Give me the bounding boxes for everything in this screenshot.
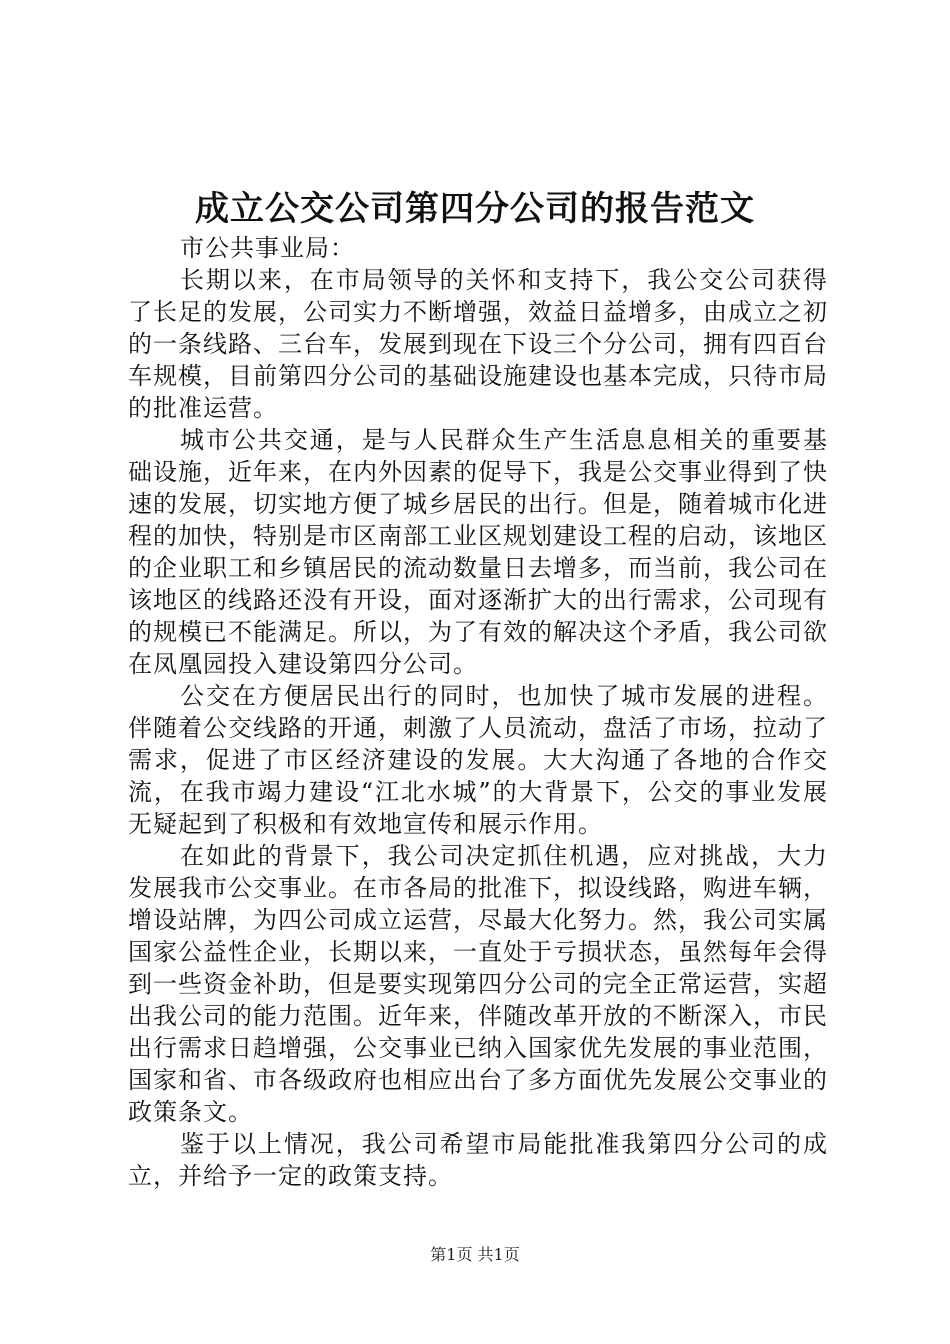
document-title: 成立公交公司第四分公司的报告范文	[195, 189, 755, 229]
paragraph-4: 在如此的背景下，我公司决定抓住机遇，应对挑战，大力发展我市公交事业。在市各局的批准下，拟设线路，购进车辆，增设站牌，为四公司成立运营，尽最大化努力。然，我公司实属国家公益性企业，长期以来，一直处于亏损状态，虽然每年会得到一些资金补助，但是要实现第四分公司的完全正常运营，实超出我公司的能力范围。近年来，伴随改革开放的不断深入，市民出行需求日趋增强，公交事业已纳入国家优先发展的事业范围，国家和省、市各级政府也相应出台了多方面优先发展公交事业的政策条文。	[128, 842, 828, 1126]
paragraph-1: 长期以来，在市局领导的关怀和支持下，我公交公司获得了长足的发展，公司实力不断增强，效益日益增多，由成立之初的一条线路、三台车，发展到现在下设三个分公司，拥有四百台车规模，目前第四分公司的基础设施建设也基本完成，只待市局的批准运营。	[128, 266, 828, 422]
paragraph-5: 鉴于以上情况，我公司希望市局能批准我第四分公司的成立，并给予一定的政策支持。	[128, 1130, 828, 1190]
page-footer: 第1页 共1页	[430, 1245, 520, 1264]
salutation: 市公共事业局：	[180, 234, 355, 262]
document-body	[128, 232, 828, 1192]
paragraph-3: 公交在方便居民出行的同时，也加快了城市发展的进程。伴随着公交线路的开通，刺激了人员流动，盘活了市场，拉动了需求，促进了市区经济建设的发展。大大沟通了各地的合作交流，在我市竭力建设“江北水城”的大背景下，公交的事业发展无疑起到了积极和有效地宣传和展示作用。	[128, 682, 828, 838]
paragraph-2: 城市公共交通，是与人民群众生产生活息息相关的重要基础设施，近年来，在内外因素的促导下，我是公交事业得到了快速的发展，切实地方便了城乡居民的出行。但是，随着城市化进程的加快，特别是市区南部工业区规划建设工程的启动，该地区的企业职工和乡镇居民的流动数量日去增多，而当前，我公司在该地区的线路还没有开设，面对逐渐扩大的出行需求，公司现有的规模已不能满足。所以，为了有效的解决这个矛盾，我公司欲在凤凰园投入建设第四分公司。	[128, 426, 828, 678]
